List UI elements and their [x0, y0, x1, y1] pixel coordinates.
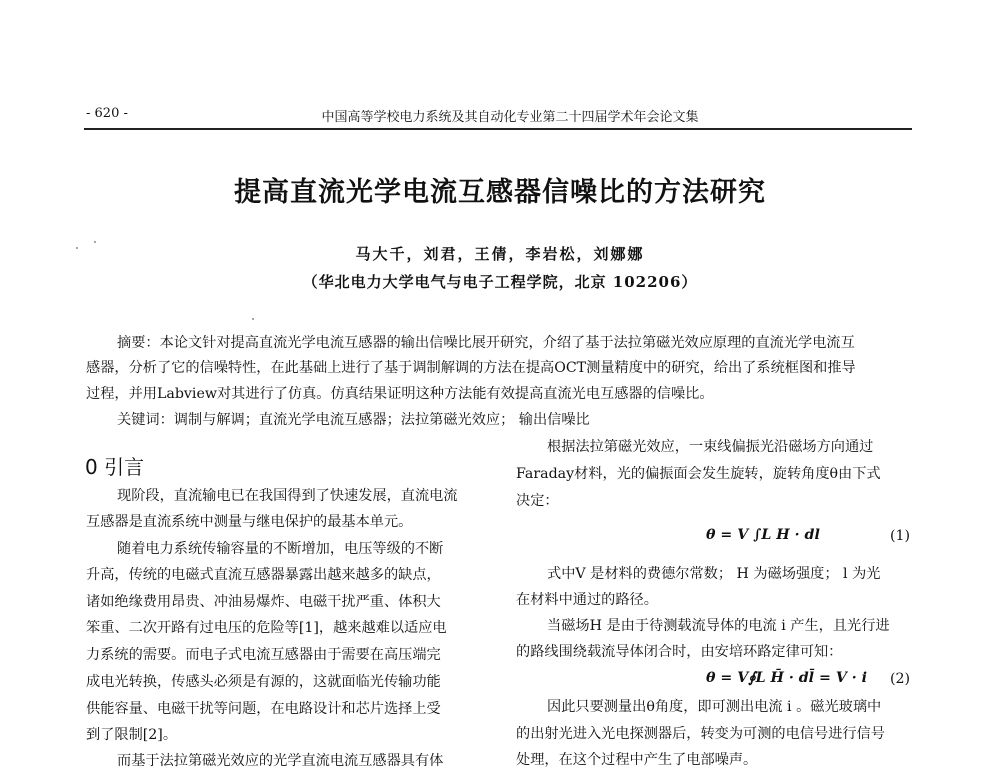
abstract-line: 感器，分析了它的信噪特性，在此基础上进行了基于调制解调的方法在提高OCT测量精度中的研究，给出了系统框图和推导: [86, 360, 856, 376]
header-rule: [84, 128, 912, 130]
body-line: 式中V 是材料的费德尔常数； H 为磁场强度； l 为光: [547, 566, 881, 582]
body-line: 互感器是直流系统中测量与继电保护的最基本单元。: [86, 514, 413, 530]
body-line: 根据法拉第磁光效应，一束线偏振光沿磁场方向通过: [547, 439, 874, 455]
running-header: 中国高等学校电力系统及其自动化专业第二十四届学术年会论文集: [321, 110, 699, 125]
body-line: 笨重、二次开路有过电压的危险等[1]，越来越难以适应电: [86, 620, 447, 636]
body-line: 决定：: [516, 493, 559, 509]
body-line: 诸如绝缘费用昂贵、冲油易爆炸、电磁干扰严重、体积大: [86, 594, 441, 610]
scan-speck: [76, 247, 78, 249]
body-line: Faraday材料，光的偏振面会发生旋转，旋转角度θ由下式: [516, 466, 881, 482]
body-line: 处理，在这个过程中产生了电部噪声。: [516, 752, 758, 768]
body-line: 供能容量、电磁干扰等问题，在电路设计和芯片选择上受: [86, 701, 441, 717]
equation-2: θ = V∮L H̄ · dl̄ = V · i: [706, 670, 868, 686]
affiliation: （华北电力大学电气与电子工程学院，北京 102206）: [302, 273, 698, 291]
body-line: 因此只要测量出θ角度，即可测出电流 i 。磁光玻璃中: [547, 699, 882, 715]
scan-speck: [252, 318, 254, 320]
body-line: 当磁场H 是由于待测载流导体的电流 i 产生，且光行进: [547, 618, 890, 634]
body-line: 成电光转换，传感头必须是有源的，这就面临光传输功能: [86, 674, 441, 690]
paper-title: 提高直流光学电流互感器信噪比的方法研究: [234, 177, 766, 208]
page-number: - 620 -: [86, 106, 128, 121]
equation-1-number: (1): [890, 528, 911, 544]
abstract-line: 摘要：本论文针对提高直流光学电流互感器的输出信噪比展开研究，介绍了基于法拉第磁光效应原理的直流光学电流互: [117, 335, 855, 351]
author-list: 马大千，刘君，王倩，李岩松，刘娜娜: [355, 245, 645, 263]
abstract-line: 过程，并用Labview对其进行了仿真。仿真结果证明这种方法能有效提高直流光电互感器的信噪比。: [86, 386, 714, 402]
body-line: 的路线围绕载流导体闭合时，由安培环路定律可知：: [516, 644, 843, 660]
keywords-line: 关键词：调制与解调；直流光学电流互感器；法拉第磁光效应； 输出信噪比: [117, 412, 590, 428]
body-line: 在材料中通过的路径。: [516, 592, 658, 608]
body-line: 升高，传统的电磁式直流互感器暴露出越来越多的缺点，: [86, 567, 441, 583]
body-line: 现阶段，直流输电已在我国得到了快速发展，直流电流: [117, 488, 458, 504]
equation-1: θ = V ∫L H · dl: [706, 527, 820, 543]
body-line: 随着电力系统传输容量的不断增加，电压等级的不断: [117, 541, 444, 557]
section-heading: 0 引言: [85, 455, 145, 479]
body-line: 而基于法拉第磁光效应的光学直流电流互感器具有体: [117, 753, 444, 769]
equation-2-number: (2): [890, 671, 911, 687]
scan-speck: [94, 241, 96, 243]
body-line: 到了限制[2]。: [86, 727, 178, 743]
body-line: 的出射光进入光电探测器后，转变为可测的电信号进行信号: [516, 726, 885, 742]
body-line: 力系统的需要。而电子式电流互感器由于需要在高压端完: [86, 647, 441, 663]
